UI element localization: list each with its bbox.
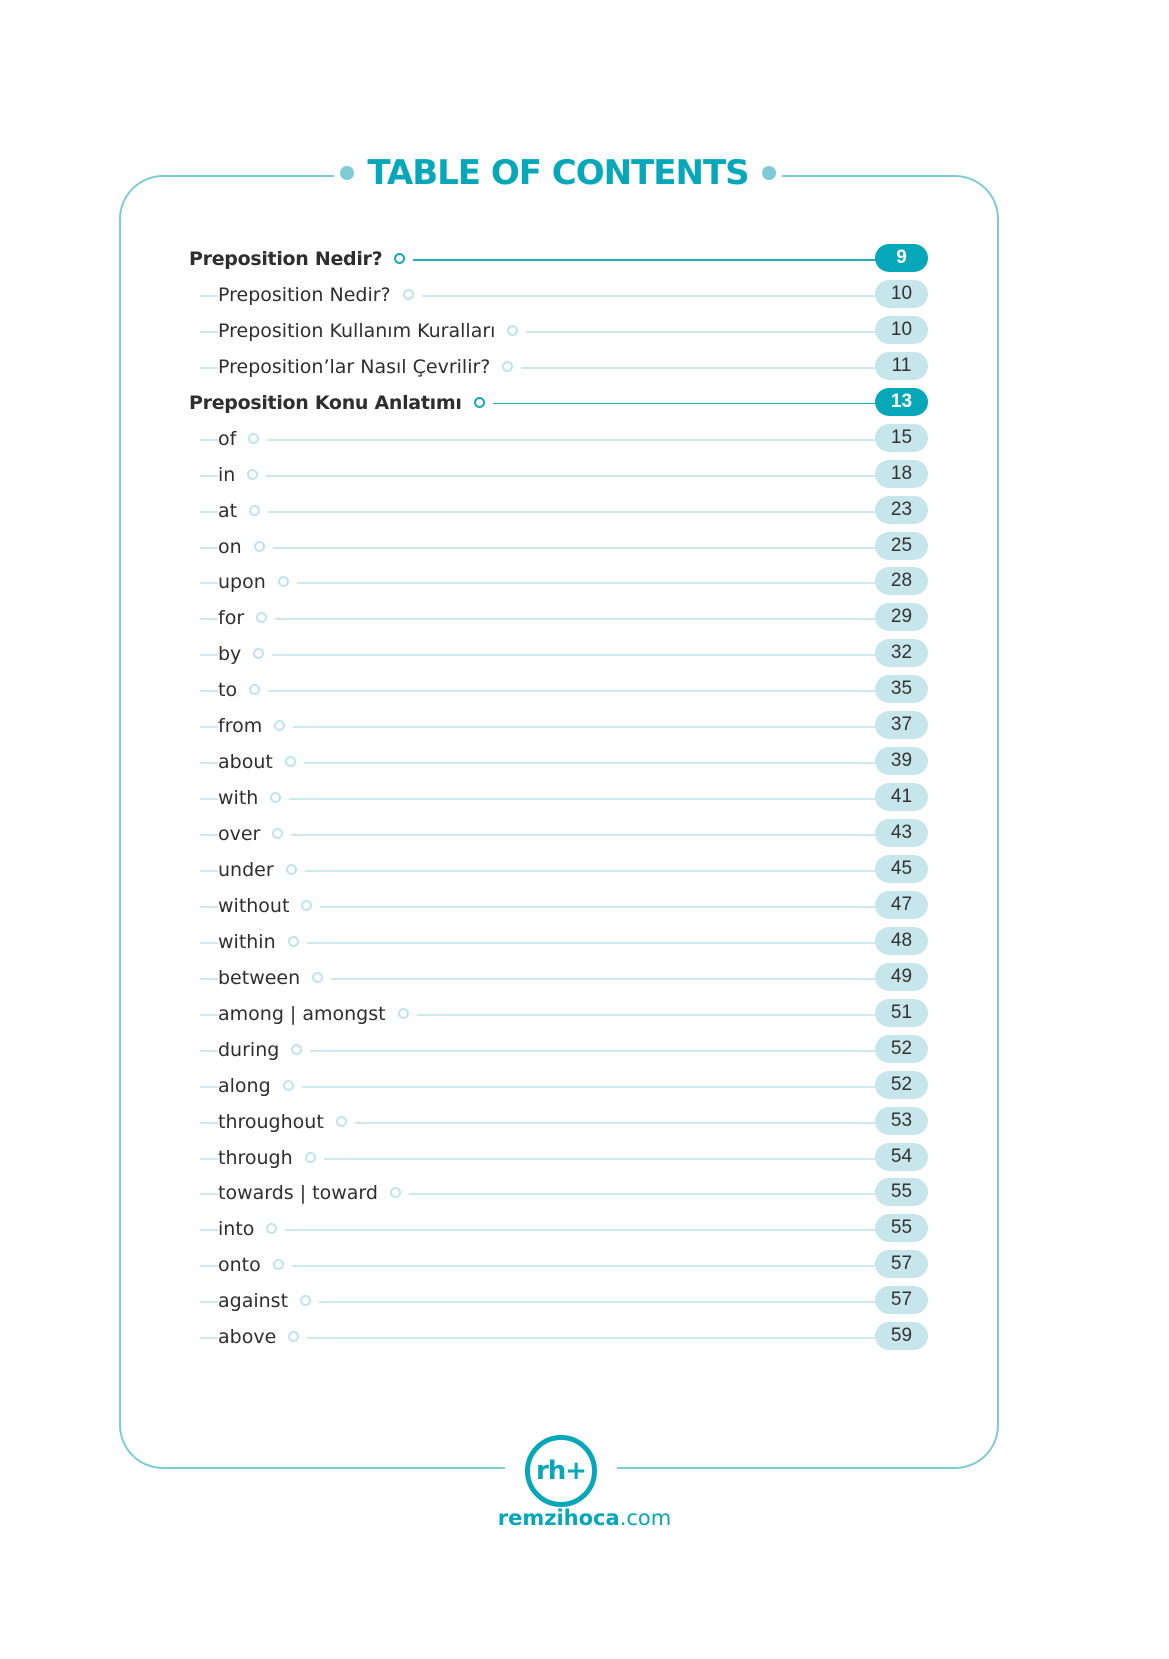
page-number-badge: 9 — [875, 244, 928, 272]
toc-entry[interactable] — [0, 1322, 1169, 1352]
leader-dot-icon — [336, 1116, 347, 1127]
leader-line — [200, 1086, 909, 1088]
leader-dot-icon — [253, 648, 264, 659]
page-title: TABLE OF CONTENTS — [367, 153, 749, 193]
page-number-badge: 13 — [875, 388, 928, 416]
leader-dot-icon — [394, 253, 405, 264]
site-domain: .com — [619, 1506, 672, 1530]
toc-entry-label — [218, 1143, 324, 1173]
toc-entry-text: onto — [218, 1254, 261, 1277]
toc-entry-text: throughout — [218, 1110, 324, 1133]
leader-dot-icon — [286, 864, 297, 875]
header-dot-left-icon — [340, 166, 354, 180]
leader-dot-icon — [256, 612, 267, 623]
page-number-badge: 48 — [875, 927, 928, 955]
page-number-badge: 28 — [875, 567, 928, 595]
toc-entry[interactable] — [0, 783, 1169, 813]
page-number-badge: 41 — [875, 783, 928, 811]
site-url[interactable] — [0, 1506, 1169, 1530]
leader-dot-icon — [248, 433, 259, 444]
toc-entry-label — [218, 603, 275, 633]
leader-line — [200, 511, 909, 513]
toc-entry-label — [218, 1286, 319, 1316]
leader-dot-icon — [266, 1223, 277, 1234]
toc-entry[interactable] — [0, 1143, 1169, 1173]
leader-line — [200, 798, 909, 800]
toc-entry-text: against — [218, 1290, 289, 1313]
toc-entry-text: under — [218, 858, 274, 881]
toc-entry[interactable] — [0, 496, 1169, 526]
page-number-badge: 55 — [875, 1214, 928, 1242]
toc-entry[interactable] — [0, 603, 1169, 633]
leader-dot-icon — [390, 1187, 401, 1198]
toc-entry[interactable] — [0, 1071, 1169, 1101]
toc-entry-label — [218, 280, 422, 310]
leader-dot-icon — [274, 720, 285, 731]
leader-line — [200, 618, 909, 620]
toc-entry[interactable] — [0, 1214, 1169, 1244]
page-number-badge: 55 — [875, 1178, 928, 1206]
toc-entry-text: into — [218, 1218, 255, 1241]
toc-entry[interactable] — [0, 460, 1169, 490]
leader-dot-icon — [249, 505, 260, 516]
leader-dot-icon — [247, 469, 258, 480]
leader-line — [200, 475, 909, 477]
header-dot-right-icon — [762, 166, 776, 180]
toc-entry[interactable] — [0, 1035, 1169, 1065]
page-number-badge: 54 — [875, 1143, 928, 1171]
leader-dot-icon — [474, 397, 485, 408]
toc-entry-text: within — [218, 930, 276, 953]
toc-entry-text: Preposition’lar Nasıl Çevrilir? — [218, 355, 491, 378]
toc-entry-text: without — [218, 894, 290, 917]
toc-entry-text: through — [218, 1146, 293, 1169]
leader-dot-icon — [398, 1008, 409, 1019]
toc-entry[interactable] — [0, 1107, 1169, 1137]
leader-line — [200, 547, 909, 549]
toc-entry-label — [218, 532, 273, 562]
toc-entry[interactable] — [0, 891, 1169, 921]
leader-dot-icon — [249, 684, 260, 695]
toc-entry[interactable] — [0, 675, 1169, 705]
leader-line — [200, 1229, 909, 1231]
toc-entry-text: about — [218, 751, 273, 774]
toc-entry-text: Preposition Kullanım Kuralları — [218, 319, 496, 342]
page-number-badge: 25 — [875, 532, 928, 560]
toc-entry-label — [218, 424, 267, 454]
toc-entry-text: of — [218, 427, 237, 450]
toc-entry[interactable] — [0, 424, 1169, 454]
toc-entry-text: at — [218, 499, 238, 522]
page-number-badge: 52 — [875, 1035, 928, 1063]
toc-entry-label — [218, 1178, 409, 1208]
leader-dot-icon — [272, 828, 283, 839]
page-number-badge: 35 — [875, 675, 928, 703]
toc-entry-label — [218, 747, 304, 777]
page-number-badge: 10 — [875, 316, 928, 344]
toc-entry-label — [218, 352, 521, 382]
toc-entry[interactable] — [0, 747, 1169, 777]
toc-entry-label — [218, 855, 305, 885]
toc-entry-label — [218, 891, 320, 921]
brand-logo — [525, 1435, 597, 1507]
toc-entry-text: upon — [218, 571, 266, 594]
toc-entry[interactable] — [0, 963, 1169, 993]
toc-entry[interactable] — [0, 280, 1169, 310]
toc-entry-text: by — [218, 643, 242, 666]
toc-entry[interactable] — [0, 711, 1169, 741]
toc-entry-label — [218, 1035, 310, 1065]
leader-line — [200, 690, 909, 692]
toc-entry[interactable] — [0, 567, 1169, 597]
toc-entry-label — [218, 639, 272, 669]
page-number-badge: 10 — [875, 280, 928, 308]
toc-entry-label — [218, 567, 297, 597]
leader-line — [200, 726, 909, 728]
toc-entry-label — [218, 316, 526, 346]
leader-line — [200, 1265, 909, 1267]
toc-entry[interactable] — [0, 639, 1169, 669]
toc-entry-text: during — [218, 1038, 280, 1061]
toc-entry-label — [218, 675, 268, 705]
toc-entry-text: from — [218, 715, 263, 738]
toc-entry-label — [218, 1107, 355, 1137]
leader-dot-icon — [278, 576, 289, 587]
leader-dot-icon — [254, 541, 265, 552]
toc-entry-label — [218, 819, 291, 849]
toc-entry[interactable] — [0, 819, 1169, 849]
toc-entry-label — [218, 460, 266, 490]
leader-line — [200, 439, 909, 441]
toc-entry-text: for — [218, 607, 245, 630]
leader-line — [200, 582, 909, 584]
toc-entry-label — [218, 963, 331, 993]
page-number-badge: 18 — [875, 460, 928, 488]
toc-entry-text: Preposition Nedir? — [189, 248, 383, 270]
toc-entry-text: along — [218, 1074, 271, 1097]
page-number-badge: 59 — [875, 1322, 928, 1350]
toc-entry-text: among | amongst — [218, 1002, 386, 1025]
leader-dot-icon — [285, 756, 296, 767]
leader-dot-icon — [273, 1259, 284, 1270]
toc-entry-text: on — [218, 535, 242, 558]
toc-entry-label — [218, 496, 268, 526]
toc-entry[interactable] — [0, 388, 1169, 418]
leader-dot-icon — [283, 1080, 294, 1091]
page-number-badge: 23 — [875, 496, 928, 524]
toc-entry[interactable] — [0, 316, 1169, 346]
page-number-badge: 39 — [875, 747, 928, 775]
toc-entry[interactable] — [0, 927, 1169, 957]
leader-dot-icon — [403, 289, 414, 300]
page-number-badge: 57 — [875, 1250, 928, 1278]
toc-entry[interactable] — [0, 1286, 1169, 1316]
leader-dot-icon — [301, 900, 312, 911]
toc-entry-label — [218, 1071, 302, 1101]
site-name-bold: remzihoca — [497, 1506, 620, 1530]
toc-entry-text: Preposition Konu Anlatımı — [189, 391, 462, 414]
leader-dot-icon — [300, 1295, 311, 1306]
toc-header — [334, 148, 782, 198]
toc-entry-text: between — [218, 966, 301, 989]
page-number-badge: 51 — [875, 999, 928, 1027]
page-number-badge: 53 — [875, 1107, 928, 1135]
toc-entry-text: to — [218, 679, 238, 702]
toc-entry-label — [218, 927, 307, 957]
toc-entry-label — [189, 244, 413, 274]
toc-entry-text: over — [218, 823, 261, 846]
toc-entry-label — [218, 1322, 307, 1352]
toc-entry[interactable] — [0, 999, 1169, 1029]
page-number-badge: 52 — [875, 1071, 928, 1099]
toc-entry-label — [218, 783, 289, 813]
toc-entry-text: Preposition Nedir? — [218, 283, 391, 306]
toc-entry-text: with — [218, 787, 259, 810]
leader-dot-icon — [288, 936, 299, 947]
page-number-badge: 45 — [875, 855, 928, 883]
toc-entry-text: towards | toward — [218, 1182, 378, 1205]
toc-entry[interactable] — [0, 1250, 1169, 1280]
leader-line — [200, 762, 909, 764]
page-number-badge: 11 — [875, 352, 928, 380]
page-number-badge: 43 — [875, 819, 928, 847]
toc-entry[interactable] — [0, 244, 1169, 274]
page-number-badge: 37 — [875, 711, 928, 739]
toc-entry[interactable] — [0, 352, 1169, 382]
leader-dot-icon — [502, 361, 513, 372]
page-number-badge: 57 — [875, 1286, 928, 1314]
leader-dot-icon — [270, 792, 281, 803]
page-number-badge: 15 — [875, 424, 928, 452]
toc-entry[interactable] — [0, 1178, 1169, 1208]
leader-dot-icon — [507, 325, 518, 336]
leader-dot-icon — [291, 1044, 302, 1055]
leader-dot-icon — [312, 972, 323, 983]
page-number-badge: 49 — [875, 963, 928, 991]
page-number-badge: 29 — [875, 603, 928, 631]
toc-entry-text: above — [218, 1326, 277, 1349]
toc-entry-label — [218, 1250, 292, 1280]
page-number-badge: 32 — [875, 639, 928, 667]
leader-line — [200, 870, 909, 872]
toc-entry-label — [189, 388, 493, 418]
toc-entry-label — [218, 999, 417, 1029]
logo-text: rh+ — [535, 1456, 587, 1486]
leader-dot-icon — [305, 1152, 316, 1163]
toc-entry[interactable] — [0, 532, 1169, 562]
toc-entry-label — [218, 711, 293, 741]
leader-dot-icon — [288, 1331, 299, 1342]
toc-entry[interactable] — [0, 855, 1169, 885]
leader-line — [200, 654, 909, 656]
page-number-badge: 47 — [875, 891, 928, 919]
toc-entry-label — [218, 1214, 285, 1244]
toc-entry-text: in — [218, 463, 236, 486]
leader-line — [200, 834, 909, 836]
